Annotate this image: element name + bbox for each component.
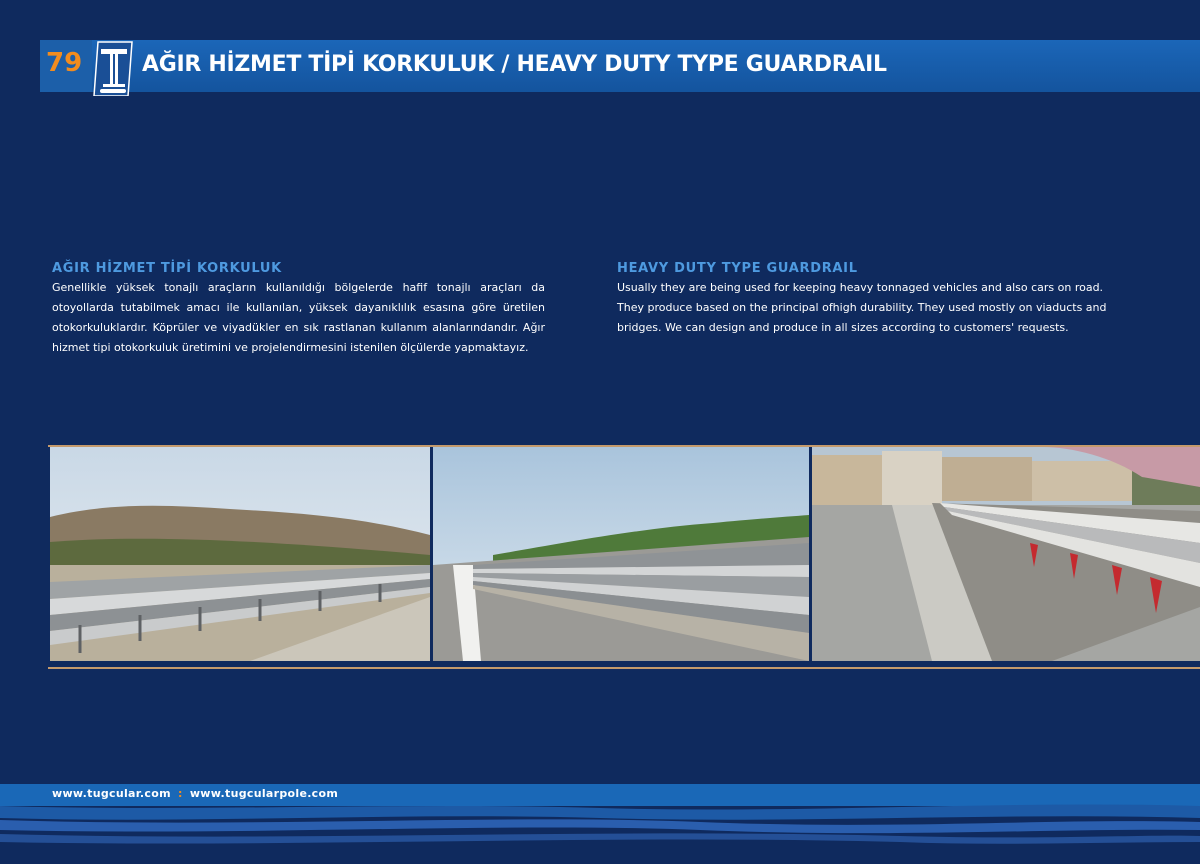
tugcular-logo-icon (92, 40, 134, 96)
footer-wave (0, 772, 1200, 864)
turkish-section-body: Genellikle yüksek tonajlı araçların kullanıldığı bölgelerde hafif tonajlı araçları da otoyollarda tutabilmek amacı ile kullanılan, yüksek dayanıklılık esasına göre üretilen otokorkuluklardır. Köprüler ve viyadükler en sık rastlanan kullanım alanlarındandır. Ağır hizmet tipi otokorkuluk üretimini ve projelendirmesini istenilen ölçülerde yapmaktayız. (52, 281, 545, 354)
footer-link-tugcularpole[interactable]: www.tugcularpole.com (189, 787, 339, 800)
footer-separator: : (178, 787, 183, 800)
page-number: 79 (46, 48, 83, 78)
guardrail-photo-viaduct (812, 447, 1200, 661)
guardrail-photo-hillside (50, 447, 430, 661)
footer-links (52, 787, 338, 800)
footer-link-tugcular[interactable]: www.tugcular.com (52, 787, 171, 800)
english-section-body: Usually they are being used for keeping heavy tonnaged vehicles and also cars on road. They produce based on the principal ofhigh durability. They used mostly on viaducts and bridges. We can design and produce in all sizes according to customers' requests. (617, 281, 1107, 334)
guardrail-photo-road (433, 447, 809, 661)
page-title: AĞIR HİZMET TİPİ KORKULUK / HEAVY DUTY TYPE GUARDRAIL (142, 52, 887, 77)
turkish-section-title: AĞIR HİZMET TİPİ KORKULUK (52, 261, 282, 276)
english-section-title: HEAVY DUTY TYPE GUARDRAIL (617, 261, 858, 276)
